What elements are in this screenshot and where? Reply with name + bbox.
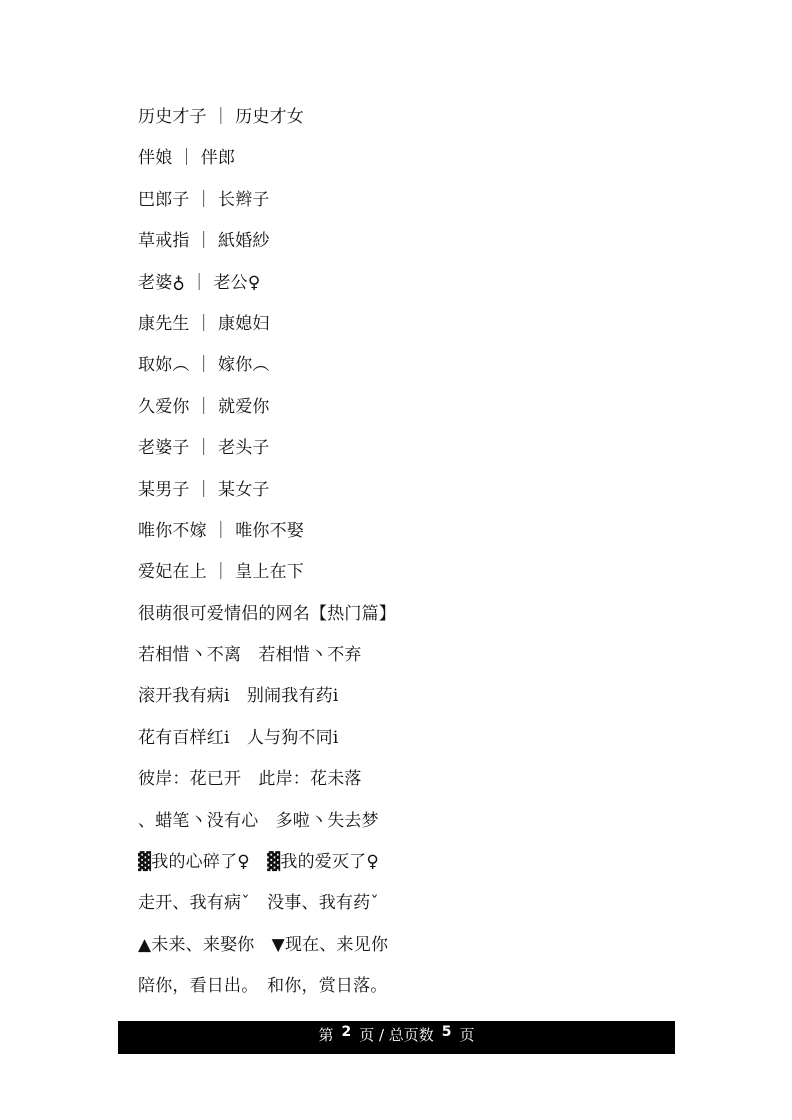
text-line: 彼岸：花已开 此岸：花未落 — [138, 769, 362, 790]
text-line: 花有百样红ⅰ 人与狗不同ⅰ — [138, 727, 339, 748]
text-line: 久爱你 ｜ 就爱你 — [138, 396, 270, 417]
footer-middle: 页 / 总页数 — [359, 1026, 434, 1044]
current-page-number: 2 — [341, 1024, 352, 1040]
footer-prefix: 第 — [318, 1026, 334, 1044]
text-line: 、蜡笔丶没有心 多啦丶失去梦 — [138, 810, 379, 831]
text-content — [138, 105, 698, 1016]
text-line: ▲未来、来娶你 ▼现在、来见你 — [138, 934, 389, 955]
text-line: 某男子 ｜ 某女子 — [138, 479, 270, 500]
text-line: 历史才子 ｜ 历史才女 — [138, 107, 305, 127]
text-line: ▓我的心碎了♀ ▓我的爱灭了♀ — [138, 852, 379, 873]
text-line: 唯你不嫁 ｜ 唯你不娶 — [138, 520, 305, 541]
text-line: 陪你，看日出。 和你，赏日落。 — [138, 976, 388, 997]
page-footer — [118, 1021, 675, 1054]
total-pages-number: 5 — [441, 1024, 452, 1040]
text-line: 爱妃在上 ｜ 皇上在下 — [138, 562, 305, 583]
text-line: 巴郎子 ｜ 长辫子 — [138, 189, 270, 210]
text-line: 老婆♁ ｜ 老公♀ — [138, 272, 261, 293]
text-line: 取妳︵ ｜ 嫁你︵ — [138, 355, 270, 376]
text-line: 草戒指 ｜ 紙婚紗 — [138, 231, 270, 252]
text-line: 走开、我有病ˇ 没事、我有药ˇ — [138, 893, 379, 914]
text-line: 滚开我有病ⅰ 别闹我有药ⅰ — [138, 686, 339, 707]
section-heading: 很萌很可爱情侣的网名【热门篇】 — [138, 603, 396, 624]
text-line: 康先生 ｜ 康媳妇 — [138, 313, 270, 334]
footer-suffix: 页 — [459, 1026, 475, 1044]
text-line: 老婆子 ｜ 老头子 — [138, 438, 270, 459]
text-line: 伴娘 ｜ 伴郎 — [138, 148, 236, 169]
text-line: 若相惜丶不离 若相惜丶不弃 — [138, 645, 362, 666]
